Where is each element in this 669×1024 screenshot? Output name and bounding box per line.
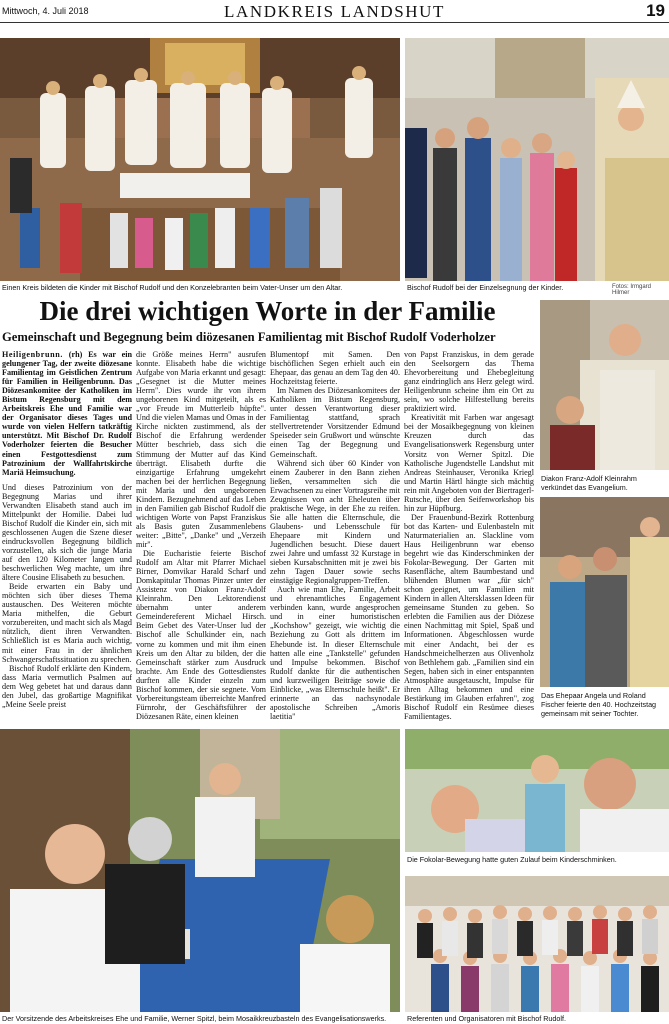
paragraph: Der Frauenbund-Bezirk Rottenburg bot das Karten- und Eulenbasteln mit Naturmaterialien an. Slackline vom Haus Heiligenbrunn war ebenso begehrt wie das Kinderschminken der Fokolar-Bewegung. Der Garten mit Rasenfläche, altem Baumbestand und blühenden Blumen war „für sich" schon geeignet, um Familien mit Kindern in allen Altersklassen Ideen für gemeinsame Stunden zu geben. So erlebten die Familien aus der Diözese einen Nachmittag mit Spiel, Spaß und Informationen. Abgeschlossen wurde mit einer Andacht, bei der es Handschmeichelherzen aus Olivenholz von Bethlehem gab. „Familien sind ein Segen, haben sich in einer entspannten Atmosphäre ausgetauscht, Impulse für ihren Alltag bekommen und eine Bestärkung im Glauben erfahren", zog Bischof Rudolf ein Resümee dieses Familientages. [404,512,534,721]
paragraph: Bischof Rudolf erklärte den Kindern, dass Maria vermutlich Psalmen auf dem Weg gebetet hat und daraus dann den Jubel, das großartige Magnifikat „Meine Seele preist [2,663,132,709]
article-column-1 [2,350,132,724]
article-column-2 [136,350,266,724]
photo-deacon [540,300,669,470]
photo-group [405,876,669,1012]
issue-date: Mittwoch, 4. Juli 2018 [2,6,89,16]
photo-blessing [405,38,669,281]
article-lead [2,350,132,477]
photo-face-painting [405,729,669,852]
paragraph: Kreativität mit Farben war angesagt bei der Mosaikbegegnung von kleinen Kreuzen durch das Evangelisationswerk Regensburg unter Vorsitz von Werner Spitzl. Die Katholische Jugendstelle Landshut mit Andreas Steinhauser, Veronika Kriegl und Martin Härtl hängte sich mächtig rein mit Angeboten von der Biertragerl-Rutsche, über den Seifenworkshop bis hin zur Hüpfburg. [404,413,534,513]
photo-5-caption: Der Vorsitzende des Arbeitskreises Ehe und Familie, Werner Spitzl, beim Mosaikkreuzbasteln des Evangelisationswerks. [2,1014,387,1023]
paragraph: Und dieses Patrozinium von der Begegnung Marias und ihrer Verwandten Elisabeth stand auch im Mittelpunkt der Homilie. Dabei lud Bischof Rudolf die Kinder ein, sich mit geschlossenen Augen die Szene dieser eindrucksvollen Begegnung bildlich vorzustellen, als sich die junge Maria auf den 120 Kilometer langen und beschwerlichen Weg machte, um ihre ältere Cousine Elisabeth zu besuchen. [2,482,132,583]
paragraph: von Papst Franziskus, in dem gerade den Seelsorgern das Thema Ehevorbereitung und Ehebegleitung ganz eindringlich ans Herz gelegt wird. Heiligenbrunn scheine ihm ein Ort zu sein, wo solche Hilfestellung bereits praktiziert wird. [404,350,534,414]
photo-2-caption: Bischof Rudolf bei der Einzelsegnung der Kinder. [407,283,564,292]
section-title: LANDKREIS LANDSHUT [224,2,445,21]
photo-altar-circle [0,38,400,281]
photo-7-caption: Referenten und Organisatoren mit Bischof Rudolf. [407,1014,567,1023]
article-column-3 [270,350,400,724]
article-dateline: Heiligenbrunn. [2,350,63,359]
photo-mosaic-crafting [0,729,400,1012]
photo-couple [540,497,669,687]
article-lead-text: (rh) Es war ein gelungener Tag, der zweite diözesane Familientag im Geistlichen Zentrum für Familien in Heiligenbrunn. Das Diözesankomitee der Katholiken im Bistum Regensburg mit dem Arbeitskreis Ehe und Familie war der Organisator dieses Tages und wurde von vielen Helfern tatkräftig unterstützt. Mit Bischof Dr. Rudolf Voderholzer feierten die Besucher einen Festgottesdienst zum Patrozinium der Wallfahrtskirche Mariä Heimsuchung. [2,350,132,477]
paragraph: die Größe meines Herrn" ausrufen konnte. Elisabeth habe die wichtige Aufgabe von Maria erkannt und gesagt: „Gesegnet ist die Mutter meines Herrn". Dies wurde ihr von ihrem ungeborenen Kind mitgeteilt, als es „vor Freude im Mutterleib hüpfte". Und die vielen Mamas und Omas in der Kirche nickten zustimmend, als der Bischof die Erfahrung werdender Mütter beschrieb, dass sich die Stimmung der Mutter auf das Kind überträgt. Elisabeth durfte die einzigartige Erfahrung umgekehrt machen bei der herrlichen Begegnung mit Maria und den ungeborenen Kindern. Bezugnehmend auf das Leben in den Familien gab Bischof Rudolf die wichtigen Worte von Papst Franziskus als Basis guten Zusammenlebens weiter: „Bitte", „Danke" und „Verzeih mir". [136,350,266,549]
photo-6-caption: Die Fokolar-Bewegung hatte guten Zulauf beim Kinderschminken. [407,855,617,864]
photo-1-caption: Einen Kreis bildeten die Kinder mit Bischof Rudolf und den Konzelebranten beim Vater-Unser um den Altar. [2,283,343,292]
paragraph: Blumentopf mit Samen. Den bischöflichen Segen erhielt auch ein Ehepaar, das genau an dem Tag den 40. Hochzeitstag feierte. [270,350,400,387]
paragraph: Auch wie man Ehe, Familie, Arbeit und ehrenamtliches Engagement verbinden kann, wurde angesprochen und in einer humoristischen „Kochshow" gezeigt, wie wichtig die Beziehung zu Gott als drittem im Ehebunde ist. In dieser Elternschule hatten alle eine „Tankstelle" gefunden und Impulse bekommen. Bischof Rudolf dankte für die authentischen und kurzweiligen Beiträge sowie die Einblicke, „was Elternschule heißt". Er erinnerte an das nachsynodale apostolische Schreiben „Amoris laetitia" [270,585,400,721]
header-rule [0,22,669,23]
article-headline: Die drei wichtigen Worte in der Familie [39,296,496,326]
paragraph: Im Namen des Diözesankomitees der Katholiken im Bistum Regensburg, unter dessen Verantwortung dieser Familientag stattfand, sprach stellvertretender Vorsitzender Edmund Speiseder sein Grußwort und wünschte einen Tag der Begegnung und Gemeinschaft. [270,386,400,459]
photo-credit: Fotos: Irmgard Hilmer [612,284,652,296]
photo-4-caption: Das Ehepaar Angela und Roland Fischer feierte den 40. Hochzeitstag gemeinsam mit seiner Tochter. [541,691,657,718]
paragraph: Die Eucharistie feierte Bischof Rudolf am Altar mit Pfarrer Michael Birner, Domvikar Harald Scharf und Domkapitular Thomas Pinzer unter der Assistenz von Diakon Franz-Adolf Kleinrahm. Den Lektorendienst übernahm unter anderem Gemeindereferent Michael Hirsch. Beim Gebet des Vater-Unser lud der Bischof alle Schulkinder ein, nach vorne zu kommen und mit ihm einen Kreis um den Altar zu bilden, der die Gemeinschaft stärker zum Ausdruck brachte. Am Ende des Gottesdienstes durften alle Kinder einzeln zum Bischof kommen, der sie segnete. Vom Vorbereitungsteam überreichte Manfred Fürnrohr, der Geschäftsführer der Diözesanen Räte, einen kleinen [136,549,266,721]
photo-3-caption: Diakon Franz-Adolf Kleinrahm verkündet das Evangelium. [541,474,637,492]
article-column-4 [404,350,534,724]
paragraph: Während sich über 60 Kinder von einem Zauberer in den Bann ziehen ließen, versammelten sich die Erwachsenen zu einer Vortragsreihe mit Zeugnissen von acht Eheleuten über praktische Wege, in der Ehe zu reifen. Sie alle hatten die Elternschule, die Glaubens- und Lebensschule für Ehepaare mit Kindern und Jugendlichen besucht. Diese dauert zwei Jahre und umfasst 32 Kurstage in sieben Kursabschnitten mit je zwei bis zehn Tagen Dauer sowie sechs einstägige Regionalgruppen-Treffen. [270,458,400,586]
article-subheadline: Gemeinschaft und Begegnung beim diözesanen Familientag mit Bischof Rudolf Voderholzer [2,330,496,344]
paragraph: Beide erwarten ein Baby und möchten sich über dieses Thema austauschen. Des Weiteren möchte Maria mithelfen, die Geburt vorzubereiten, und macht sich als Magd nützlich, dient ihren Verwandten. Schließlich ist es Maria auch wichtig, mit einer Frau in der ähnlichen Schwangerschaftssituation zu sprechen. [2,582,132,664]
page-number: 19 [646,1,665,20]
